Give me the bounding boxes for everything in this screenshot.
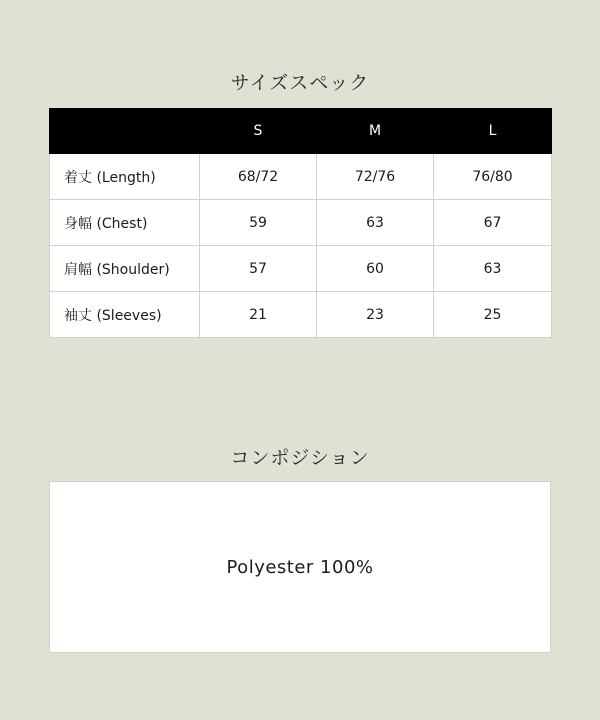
cell-length-m: 72/76 bbox=[317, 154, 434, 200]
row-label-chest: 身幅 (Chest) bbox=[50, 200, 200, 246]
table-header-row bbox=[50, 109, 552, 154]
composition-title: コンポジション bbox=[230, 447, 370, 469]
cell-shoulder-m: 60 bbox=[317, 246, 434, 292]
table-header-corner bbox=[50, 109, 200, 154]
cell-sleeves-s: 21 bbox=[200, 292, 317, 338]
table-row bbox=[50, 200, 552, 246]
size-spec-title: サイズスペック bbox=[230, 72, 370, 94]
cell-sleeves-m: 23 bbox=[317, 292, 434, 338]
size-spec-table bbox=[49, 108, 552, 338]
table-header-l: L bbox=[434, 109, 552, 154]
table-header-m: M bbox=[317, 109, 434, 154]
row-label-length: 着丈 (Length) bbox=[50, 154, 200, 200]
cell-chest-l: 67 bbox=[434, 200, 552, 246]
cell-shoulder-l: 63 bbox=[434, 246, 552, 292]
table-header bbox=[50, 109, 552, 154]
composition-box bbox=[49, 481, 551, 653]
table-body bbox=[50, 154, 552, 338]
table-row bbox=[50, 246, 552, 292]
table-row bbox=[50, 154, 552, 200]
cell-length-l: 76/80 bbox=[434, 154, 552, 200]
table-row bbox=[50, 292, 552, 338]
cell-chest-s: 59 bbox=[200, 200, 317, 246]
composition-text: Polyester 100% bbox=[226, 556, 374, 578]
table-header-s: S bbox=[200, 109, 317, 154]
row-label-sleeves: 袖丈 (Sleeves) bbox=[50, 292, 200, 338]
cell-chest-m: 63 bbox=[317, 200, 434, 246]
row-label-shoulder: 肩幅 (Shoulder) bbox=[50, 246, 200, 292]
cell-length-s: 68/72 bbox=[200, 154, 317, 200]
cell-sleeves-l: 25 bbox=[434, 292, 552, 338]
cell-shoulder-s: 57 bbox=[200, 246, 317, 292]
